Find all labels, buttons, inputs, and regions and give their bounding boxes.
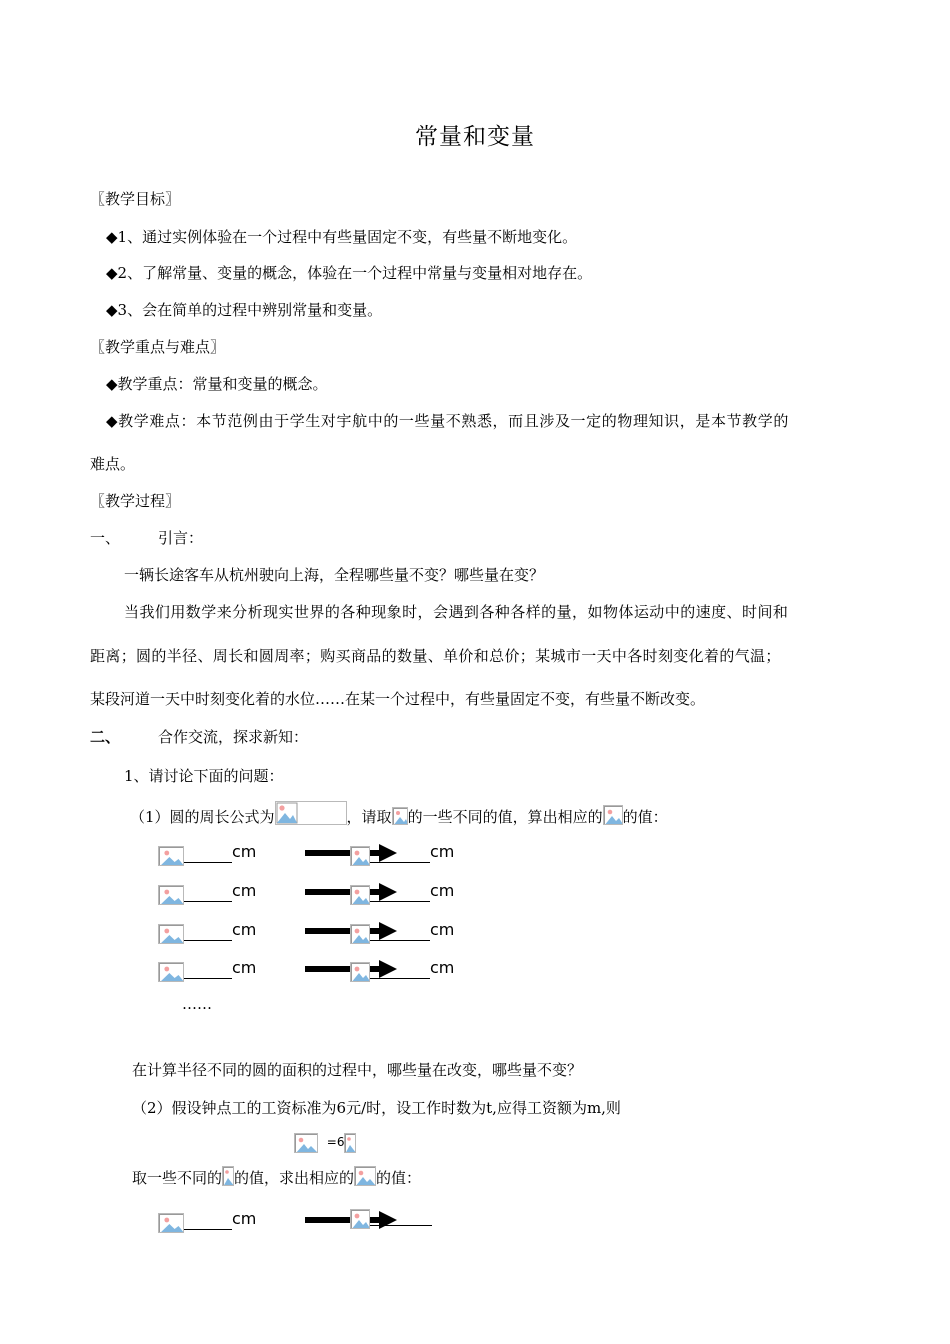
answer-blank — [370, 848, 430, 863]
intro-paragraph-line-3: 某段河道一天中时刻变化着的水位……在某一个过程中，有些量固定不变，有些量不断改变。 — [90, 690, 706, 708]
answer-blank — [184, 926, 232, 941]
answer-blank — [184, 887, 232, 902]
value-row-input — [158, 1209, 256, 1234]
unit-label: cm — [430, 881, 455, 900]
answer-blank — [184, 1215, 232, 1230]
m-variable-image — [294, 1133, 318, 1153]
question-1-1-text-d: 的值： — [622, 808, 668, 826]
variable-image — [350, 962, 370, 982]
key-point: ◆教学重点：常量和变量的概念。 — [106, 375, 328, 393]
variable-image — [350, 924, 370, 944]
answer-blank — [184, 964, 232, 979]
question-1-1-text-c: 的一些不同的值，算出相应的 — [407, 808, 603, 826]
goal-item-2: ◆2、了解常量、变量的概念，体验在一个过程中常量与变量相对地存在。 — [106, 264, 593, 282]
answer-blank — [370, 887, 430, 902]
part1-number: 一、 — [90, 529, 121, 547]
value-row-output — [350, 842, 454, 867]
question-1-1 — [130, 801, 668, 828]
broken-image-icon — [345, 1134, 356, 1153]
unit-label: cm — [232, 920, 257, 939]
goal-item-1: ◆1、通过实例体验在一个过程中有些量固定不变，有些量不断地变化。 — [106, 228, 578, 246]
key-heading: 〖教学重点与难点〗 — [90, 338, 226, 356]
value-row-input — [158, 958, 256, 983]
answer-blank — [370, 964, 430, 979]
value-row-output — [350, 920, 454, 945]
process-heading: 〖教学过程〗 — [90, 492, 181, 510]
variable-image — [158, 846, 184, 866]
broken-image-icon — [604, 806, 623, 825]
page-title: 常量和变量 — [415, 124, 535, 150]
variable-image — [350, 846, 370, 866]
unit-label: cm — [232, 958, 257, 977]
m-variable-image — [354, 1166, 376, 1186]
broken-image-icon — [351, 886, 370, 905]
question-1-2-b — [132, 1166, 421, 1189]
ellipsis: …… — [182, 995, 212, 1013]
question-1-1-text-b: ，请取 — [346, 808, 392, 826]
variable-image — [350, 885, 370, 905]
t-variable-image — [344, 1133, 356, 1153]
value-row-input — [158, 920, 256, 945]
intro-question: 一辆长途客车从杭州驶向上海，全程哪些量不变？哪些量在变？ — [124, 566, 545, 584]
question-1-2: （2）假设钟点工的工资标准为6元/时，设工作时数为t,应得工资额为m,则 — [132, 1099, 621, 1117]
broken-image-icon — [351, 925, 370, 944]
question-1-2-text-a: 取一些不同的 — [132, 1169, 223, 1187]
t-variable-image — [222, 1166, 234, 1186]
variable-image — [350, 1209, 370, 1229]
question-1: 1、请讨论下面的问题： — [124, 767, 284, 785]
intro-paragraph-line-1: 当我们用数学来分析现实世界的各种现象时，会遇到各种各样的量，如物体运动中的速度、时间和 — [124, 603, 789, 621]
part2-title: 合作交流，探求新知： — [158, 728, 309, 746]
variable-image — [158, 1213, 184, 1233]
broken-image-icon — [295, 1134, 318, 1153]
broken-image-icon — [351, 963, 370, 982]
broken-image-icon — [223, 1167, 234, 1186]
value-row-output — [350, 881, 454, 906]
broken-image-icon — [276, 802, 298, 824]
formula-equals: =6 — [326, 1135, 345, 1149]
question-1-2-text-c: 的值： — [376, 1169, 422, 1187]
broken-image-icon — [355, 1167, 376, 1186]
difficulty-line-1: ◆教学难点：本节范例由于学生对宇航中的一些量不熟悉，而且涉及一定的物理知识，是本节教学的 — [106, 412, 789, 430]
variable-image — [158, 924, 184, 944]
wage-formula — [294, 1133, 356, 1155]
broken-image-icon — [159, 886, 184, 905]
unit-label: cm — [430, 920, 455, 939]
unit-label: cm — [430, 842, 455, 861]
value-row-input — [158, 842, 256, 867]
question-1-2-text-b: 的值，求出相应的 — [234, 1169, 355, 1187]
difficulty-line-2: 难点。 — [90, 455, 136, 473]
broken-image-icon — [159, 925, 184, 944]
value-row-output — [350, 1209, 432, 1230]
intro-paragraph-line-2: 距离；圆的半径、周长和圆周率；购买商品的数量、单价和总价；某城市一天中各时刻变化着的气温； — [90, 647, 781, 665]
broken-image-icon — [159, 1214, 184, 1233]
part1-title: 引言： — [158, 529, 204, 547]
unit-label: cm — [232, 1209, 257, 1228]
broken-image-icon — [351, 847, 370, 866]
value-row-output — [350, 958, 454, 983]
answer-blank — [370, 926, 430, 941]
broken-image-icon — [159, 963, 184, 982]
unit-label: cm — [232, 881, 257, 900]
unit-label: cm — [430, 958, 455, 977]
variable-image — [158, 885, 184, 905]
answer-blank — [370, 1211, 432, 1226]
circumference-formula-image — [275, 801, 347, 825]
broken-image-icon — [159, 847, 184, 866]
question-1-1-text-a: （1）圆的周长公式为 — [130, 808, 275, 826]
r-variable-image — [392, 807, 408, 825]
area-question: 在计算半径不同的圆的面积的过程中，哪些量在改变，哪些量不变？ — [132, 1061, 583, 1079]
part2-number: 二、 — [90, 728, 121, 746]
answer-blank — [184, 848, 232, 863]
unit-label: cm — [232, 842, 257, 861]
broken-image-icon — [351, 1210, 370, 1229]
broken-image-icon — [393, 808, 408, 825]
value-row-input — [158, 881, 256, 906]
goals-heading: 〖教学目标〗 — [90, 190, 181, 208]
c-variable-image — [603, 805, 623, 825]
goal-item-3: ◆3、会在简单的过程中辨别常量和变量。 — [106, 301, 383, 319]
variable-image — [158, 962, 184, 982]
